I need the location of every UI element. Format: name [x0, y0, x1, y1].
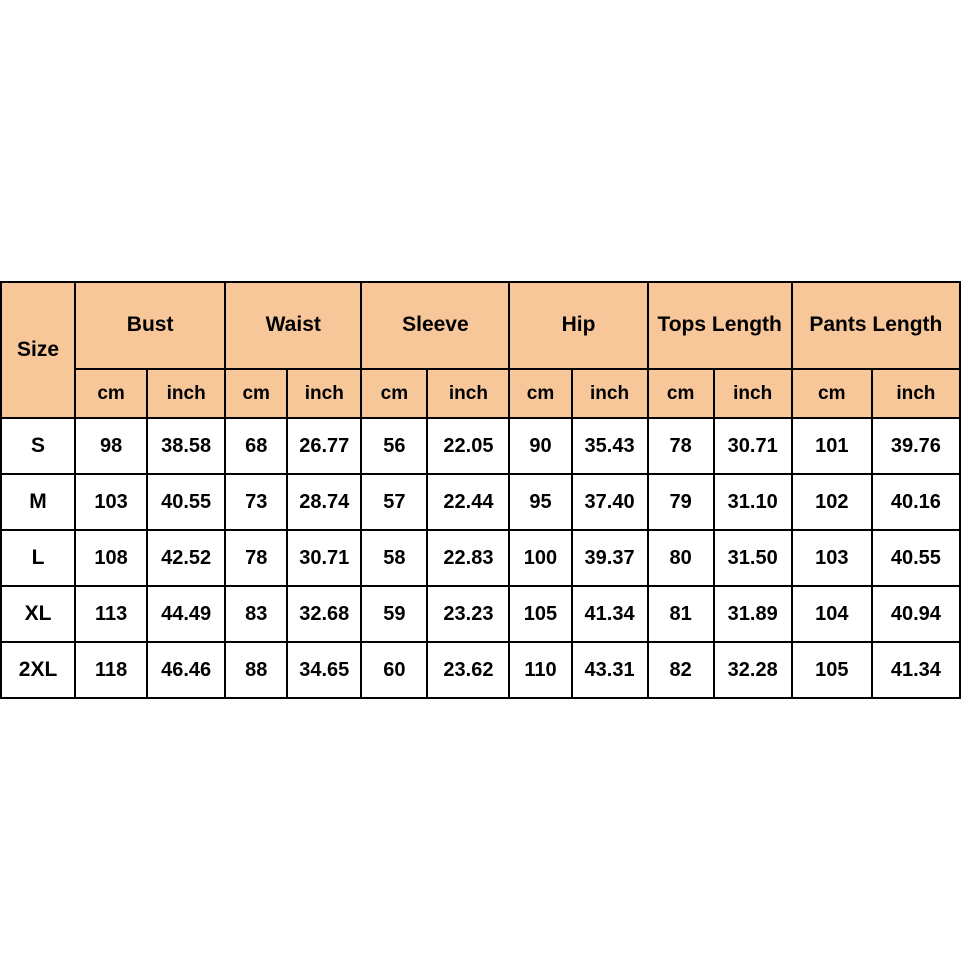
cell-waist-inch: 32.68 [287, 586, 361, 642]
unit-waist-inch: inch [287, 369, 361, 418]
cell-pants-inch: 41.34 [872, 642, 960, 698]
cell-hip-inch: 43.31 [572, 642, 648, 698]
table-row [1, 586, 960, 642]
cell-pants-inch: 40.94 [872, 586, 960, 642]
cell-waist-cm: 68 [225, 418, 287, 474]
cell-sleeve-inch: 22.05 [427, 418, 509, 474]
cell-hip-cm: 90 [509, 418, 571, 474]
cell-tops-cm: 82 [648, 642, 714, 698]
cell-hip-inch: 37.40 [572, 474, 648, 530]
cell-bust-cm: 113 [75, 586, 147, 642]
cell-pants-cm: 102 [792, 474, 872, 530]
cell-sleeve-inch: 23.23 [427, 586, 509, 642]
cell-waist-inch: 34.65 [287, 642, 361, 698]
row-size-label: S [1, 418, 75, 474]
cell-hip-inch: 35.43 [572, 418, 648, 474]
table-row [1, 474, 960, 530]
cell-waist-inch: 26.77 [287, 418, 361, 474]
cell-bust-inch: 46.46 [147, 642, 225, 698]
cell-bust-inch: 40.55 [147, 474, 225, 530]
cell-pants-cm: 103 [792, 530, 872, 586]
table-body [1, 418, 960, 698]
cell-tops-inch: 31.50 [714, 530, 792, 586]
cell-sleeve-cm: 57 [361, 474, 427, 530]
cell-bust-cm: 103 [75, 474, 147, 530]
header-waist: Waist [225, 282, 361, 369]
row-size-label: 2XL [1, 642, 75, 698]
cell-tops-cm: 80 [648, 530, 714, 586]
cell-waist-cm: 83 [225, 586, 287, 642]
cell-hip-cm: 100 [509, 530, 571, 586]
cell-waist-inch: 30.71 [287, 530, 361, 586]
unit-waist-cm: cm [225, 369, 287, 418]
cell-hip-inch: 41.34 [572, 586, 648, 642]
cell-waist-cm: 73 [225, 474, 287, 530]
cell-tops-inch: 31.89 [714, 586, 792, 642]
table-header [1, 282, 960, 418]
cell-pants-inch: 40.16 [872, 474, 960, 530]
header-tops-length: Tops Length [648, 282, 792, 369]
unit-hip-inch: inch [572, 369, 648, 418]
cell-waist-cm: 78 [225, 530, 287, 586]
cell-bust-cm: 98 [75, 418, 147, 474]
header-sleeve: Sleeve [361, 282, 509, 369]
cell-hip-cm: 95 [509, 474, 571, 530]
header-hip: Hip [509, 282, 647, 369]
cell-bust-inch: 44.49 [147, 586, 225, 642]
cell-sleeve-inch: 22.83 [427, 530, 509, 586]
cell-waist-cm: 88 [225, 642, 287, 698]
header-size: Size [1, 282, 75, 418]
unit-pants-cm: cm [792, 369, 872, 418]
cell-pants-cm: 101 [792, 418, 872, 474]
unit-bust-cm: cm [75, 369, 147, 418]
size-chart-table [0, 281, 961, 699]
unit-pants-inch: inch [872, 369, 960, 418]
cell-tops-cm: 81 [648, 586, 714, 642]
cell-bust-cm: 118 [75, 642, 147, 698]
cell-pants-inch: 40.55 [872, 530, 960, 586]
header-units-row [1, 369, 960, 418]
cell-waist-inch: 28.74 [287, 474, 361, 530]
header-group-row [1, 282, 960, 369]
unit-bust-inch: inch [147, 369, 225, 418]
cell-tops-inch: 30.71 [714, 418, 792, 474]
row-size-label: M [1, 474, 75, 530]
cell-sleeve-cm: 56 [361, 418, 427, 474]
table-row [1, 530, 960, 586]
unit-tops-inch: inch [714, 369, 792, 418]
cell-tops-inch: 31.10 [714, 474, 792, 530]
header-bust: Bust [75, 282, 225, 369]
unit-sleeve-inch: inch [427, 369, 509, 418]
cell-pants-cm: 104 [792, 586, 872, 642]
cell-bust-inch: 38.58 [147, 418, 225, 474]
unit-sleeve-cm: cm [361, 369, 427, 418]
cell-pants-cm: 105 [792, 642, 872, 698]
cell-bust-inch: 42.52 [147, 530, 225, 586]
row-size-label: XL [1, 586, 75, 642]
cell-tops-cm: 79 [648, 474, 714, 530]
table-row [1, 418, 960, 474]
cell-tops-inch: 32.28 [714, 642, 792, 698]
cell-sleeve-inch: 23.62 [427, 642, 509, 698]
cell-sleeve-cm: 59 [361, 586, 427, 642]
header-pants-length: Pants Length [792, 282, 960, 369]
table-row [1, 642, 960, 698]
cell-hip-cm: 105 [509, 586, 571, 642]
cell-hip-inch: 39.37 [572, 530, 648, 586]
size-chart-container [0, 281, 961, 699]
unit-hip-cm: cm [509, 369, 571, 418]
cell-pants-inch: 39.76 [872, 418, 960, 474]
cell-sleeve-cm: 58 [361, 530, 427, 586]
cell-hip-cm: 110 [509, 642, 571, 698]
unit-tops-cm: cm [648, 369, 714, 418]
cell-bust-cm: 108 [75, 530, 147, 586]
cell-sleeve-inch: 22.44 [427, 474, 509, 530]
cell-sleeve-cm: 60 [361, 642, 427, 698]
cell-tops-cm: 78 [648, 418, 714, 474]
row-size-label: L [1, 530, 75, 586]
